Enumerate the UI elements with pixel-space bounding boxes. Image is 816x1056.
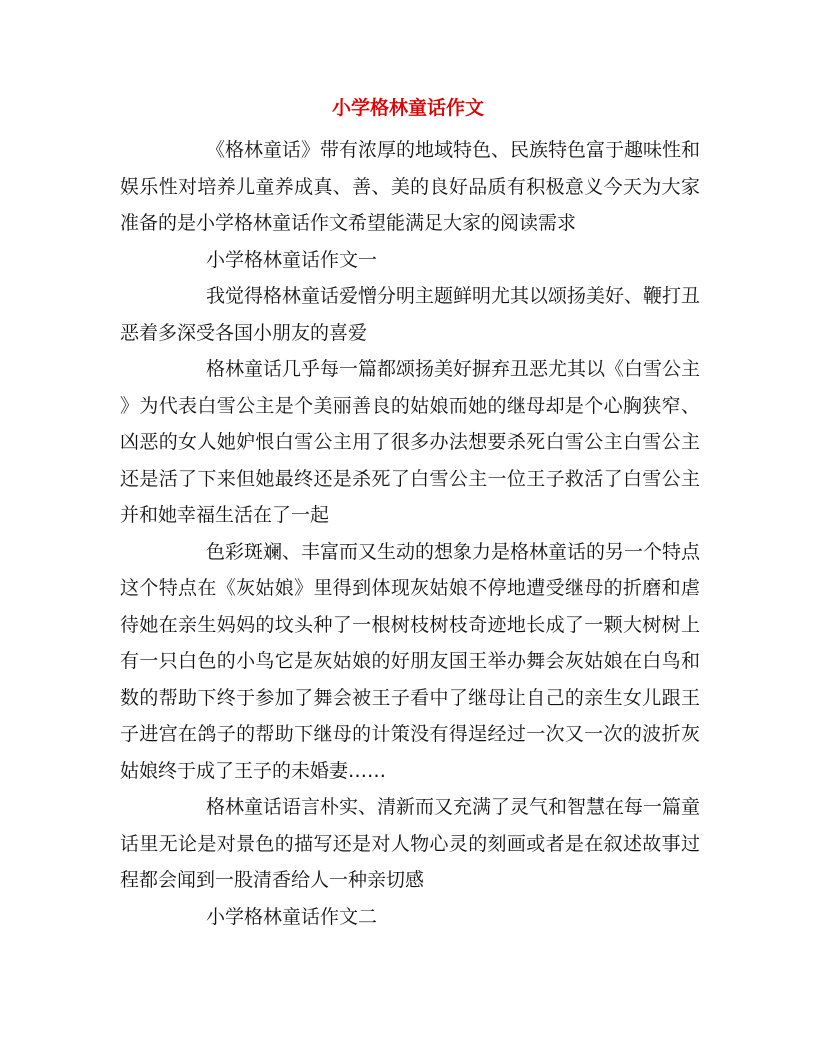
paragraph-intro: 《格林童话》带有浓厚的地域特色、民族特色富于趣味性和娱乐性对培养儿童养成真、善、美的良好品质有积极意义今天为大家准备的是小学格林童话作文希望能满足大家的阅读需求: [120, 139, 701, 234]
document-title: 小学格林童话作文: [331, 97, 484, 119]
paragraph: 色彩斑斓、丰富而又生动的想象力是格林童话的另一个特点这个特点在《灰姑娘》里得到体现灰姑娘不停地遭受继母的折磨和虐待她在亲生妈妈的坟头种了一根树枝树枝奇迹地长成了一颗大树树上有一只白色的小鸟它是灰姑娘的好朋友国王举办舞会灰姑娘在白鸟和数的帮助下终于参加了舞会被王子看中了继母让自己的亲生女儿跟王子进宫在鸽子的帮助下继母的计策没有得逞经过一次又一次的波折灰姑娘终于成了王子的未婚妻……: [120, 540, 701, 782]
paragraph: 我觉得格林童话爱憎分明主题鲜明尤其以颂扬美好、鞭打丑恶着多深受各国小朋友的喜爱: [120, 285, 701, 344]
section-heading-1: 小学格林童话作文一: [206, 248, 378, 271]
paragraph: 格林童话几乎每一篇都颂扬美好摒弃丑恶尤其以《白雪公主》为代表白雪公主是个美丽善良的姑娘而她的继母却是个心胸狭窄、凶恶的女人她妒恨白雪公主用了很多办法想要杀死白雪公主白雪公主还是活了下来但她最终还是杀死了白雪公主一位王子救活了白雪公主并和她幸福生活在了一起: [120, 358, 701, 526]
paragraph: 格林童话语言朴实、清新而又充满了灵气和智慧在每一篇童话里无论是对景色的描写还是对人物心灵的刻画或者是在叙述故事过程都会闻到一股清香给人一种亲切感: [120, 796, 701, 891]
section-heading-2: 小学格林童话作文二: [206, 905, 378, 928]
document-body: [120, 132, 700, 935]
